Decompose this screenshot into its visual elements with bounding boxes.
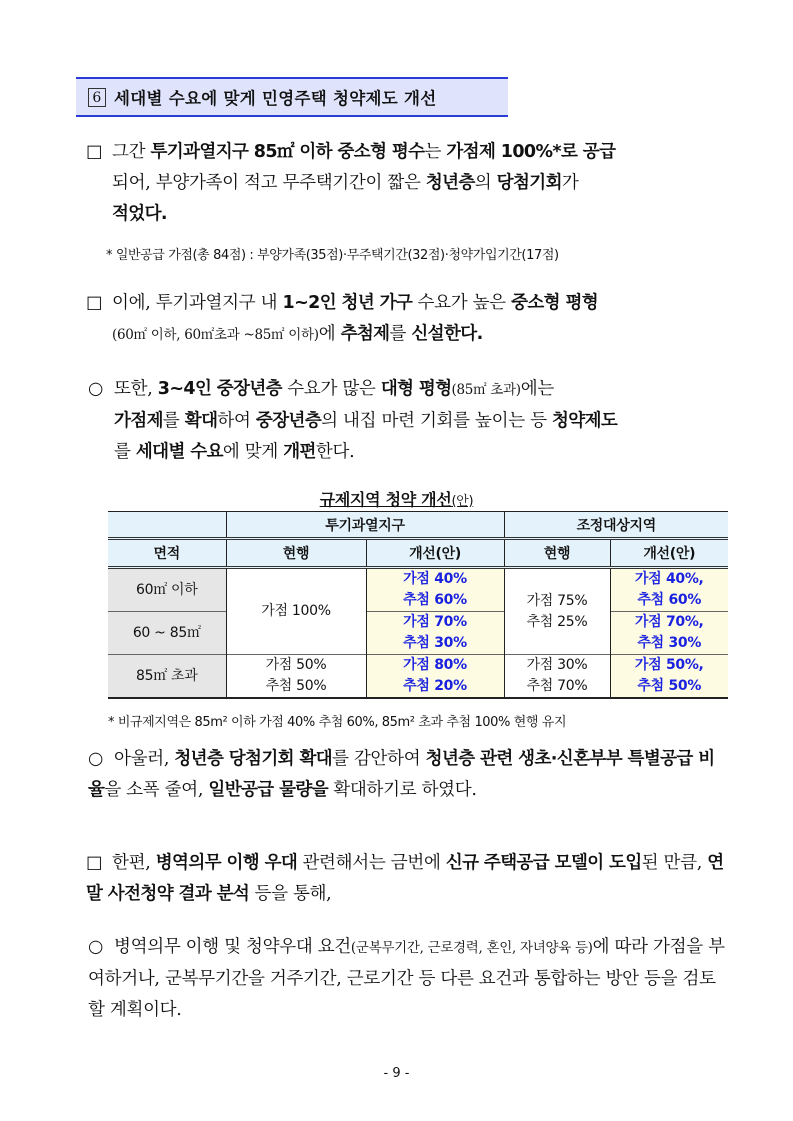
section-title [76,77,508,117]
table-note: * 비규제지역은 85m² 이하 가점 40% 추첨 60%, 85m² 초과 추첨 100% 현행 유지 [108,715,567,730]
table-group-header-row [108,512,728,539]
spec-current-cell: 가점 50% 추첨 50% [226,655,366,699]
table-header-speculation-zone: 투기과열지구 [226,512,504,539]
square-bullet-icon: □ [86,853,103,873]
paragraph-6: ○ 병역의무 이행 및 청약우대 요건(군복무기간, 근로경력, 혼인, 자녀양육 등)에 따라 가점을 부여하거나, 군복무기간을 거주기간, 근로기간 등 다른 요건과 통합하는 방안 등을 검토할 계획이다. [88,932,728,1026]
column-header-current: 현행 [504,539,610,568]
spec-proposed-cell: 가점 70% 추첨 30% [366,612,504,655]
table-column-header-row [108,539,728,568]
spec-current-cell: 가점 100% [226,568,366,655]
table-title: 규제지역 청약 개선(안) [319,490,474,509]
paragraph-5: □ 한편, 병역의무 이행 우대 관련해서는 금번에 신규 주택공급 모델이 도입된 만큼, 연말 사전청약 결과 분석 등을 통해, [86,848,726,910]
section-title-text: 세대별 수요에 맞게 민영주택 청약제도 개선 [114,89,437,108]
square-bullet-icon: □ [86,293,103,313]
column-header-area: 면적 [108,539,226,568]
paragraph-3: ○ 또한, 3~4인 중장년층 수요가 많은 대형 평형(85㎡ 초과)에는 가점제를 확대하여 중장년층의 내집 마련 기회를 높이는 등 청약제도 를 세대별 수요에 맞게 개편한다. [88,374,728,468]
area-cell: 60 ~ 85㎡ [108,612,226,655]
adj-proposed-cell: 가점 70%, 추첨 30% [610,612,728,655]
paragraph-1: □ 그간 투기과열지구 85㎡ 이하 중소형 평수는 가점제 100%*로 공급 되어, 부양가족이 적고 무주택기간이 짧은 청년층의 당첨기회가 적었다. [86,137,726,230]
adj-current-cell: 가점 75% 추첨 25% [504,568,610,655]
paragraph-4: ○ 아울러, 청년층 당첨기회 확대를 감안하여 청년층 관련 생초·신혼부부 특별공급 비율을 소폭 줄여, 일반공급 물량을 확대하기로 하였다. [88,744,728,806]
table-row [108,568,728,612]
circle-bullet-icon: ○ [88,379,103,399]
column-header-proposed: 개선(안) [366,539,504,568]
square-bullet-icon: □ [86,142,103,162]
area-cell: 85㎡ 초과 [108,655,226,699]
adj-current-cell: 가점 30% 추첨 70% [504,655,610,699]
table-row [108,655,728,699]
regulated-area-subscription-table [108,511,728,699]
table-row [108,612,728,655]
spec-proposed-cell: 가점 80% 추첨 20% [366,655,504,699]
circle-bullet-icon: ○ [88,937,103,957]
footnote-gajeom: * 일반공급 가점(총 84점) : 부양가족(35점)·무주택기간(32점)·청약가입기간(17점) [106,248,559,263]
adj-proposed-cell: 가점 40%, 추첨 60% [610,568,728,612]
spec-proposed-cell: 가점 40% 추첨 60% [366,568,504,612]
column-header-proposed: 개선(안) [610,539,728,568]
table-header-empty [108,512,226,539]
circle-bullet-icon: ○ [88,749,103,769]
page-number: - 9 - [383,1066,410,1081]
table-header-adjustment-zone: 조정대상지역 [504,512,728,539]
column-header-current: 현행 [226,539,366,568]
adj-proposed-cell: 가점 50%, 추첨 50% [610,655,728,699]
paragraph-2: □ 이에, 투기과열지구 내 1~2인 청년 가구 수요가 높은 중소형 평형 (60㎡ 이하, 60㎡초과 ~85㎡ 이하)에 추첨제를 신설한다. [86,288,726,351]
area-cell: 60㎡ 이하 [108,568,226,612]
section-number-box: 6 [88,88,106,107]
